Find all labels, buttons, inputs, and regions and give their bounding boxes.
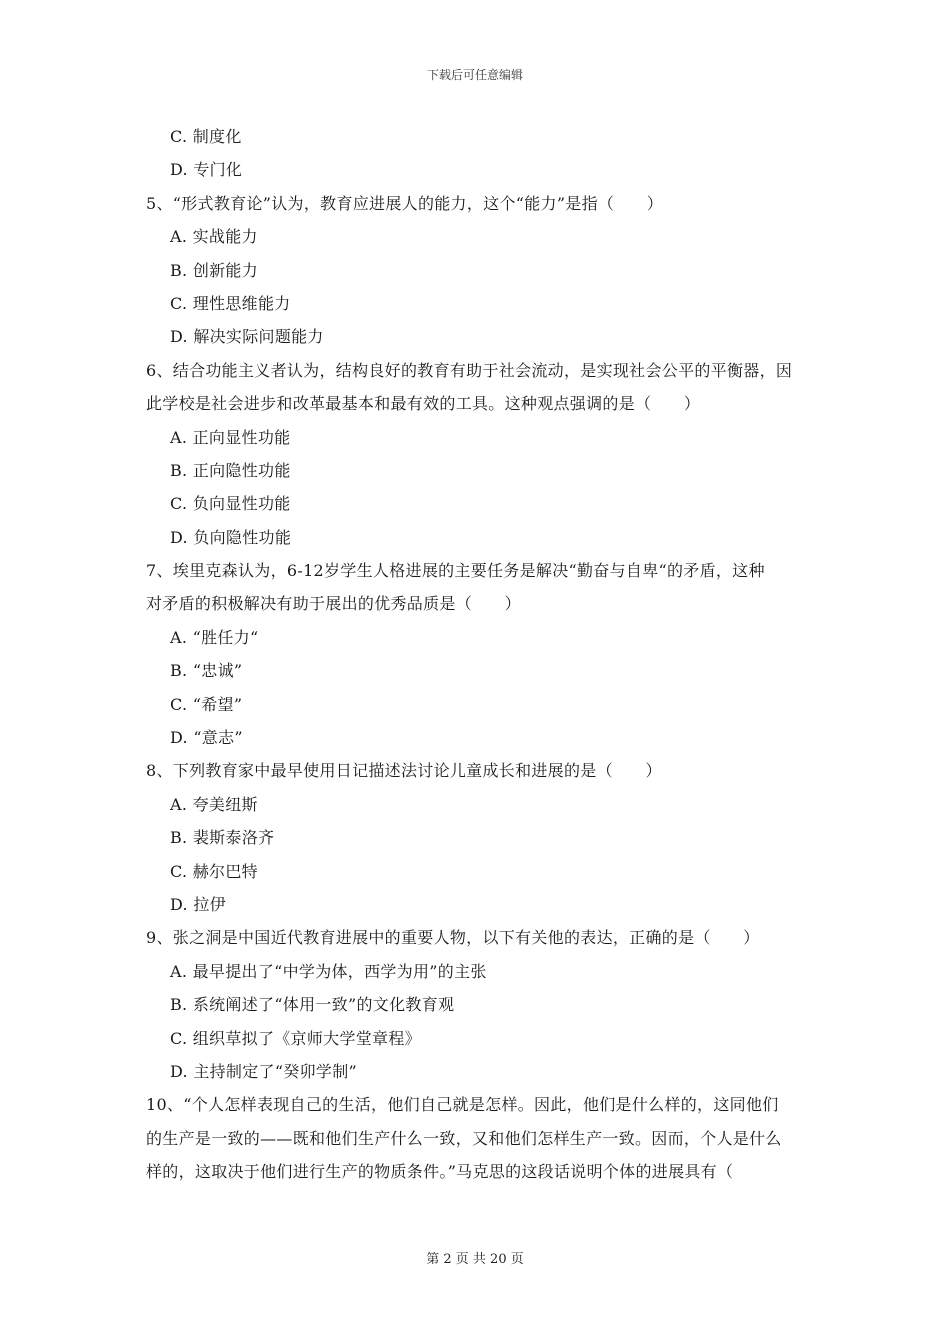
option: D. “意志” <box>170 728 243 748</box>
question-7 <box>146 554 806 754</box>
option: D. 负向隐性功能 <box>170 527 292 547</box>
option: D. 解决实际问题能力 <box>170 327 324 347</box>
option: C. 负向显性功能 <box>170 494 291 514</box>
question-text: 8、下列教育家中最早使用日记描述法讨论儿童成长和进展的是（ ） <box>146 761 662 781</box>
option: D. 拉伊 <box>170 894 226 914</box>
option: A. 实战能力 <box>170 227 258 247</box>
question-text: 对矛盾的积极解决有助于展出的优秀品质是（ ） <box>146 594 521 614</box>
question-6 <box>146 354 806 554</box>
option: A. 最早提出了“中学为体，西学为用”的主张 <box>170 961 487 981</box>
question-text: 6、结合功能主义者认为，结构良好的教育有助于社会流动，是实现社会公平的平衡器，因 <box>146 360 793 380</box>
question-text: 10、“个人怎样表现自己的生活，他们自己就是怎样。因此，他们是什么样的，这同他们 <box>146 1095 779 1115</box>
option: C. 组织草拟了《京师大学堂章程》 <box>170 1028 421 1048</box>
question-text: 9、张之洞是中国近代教育进展中的重要人物，以下有关他的表达，正确的是（ ） <box>146 928 760 948</box>
question-text: 5、“形式教育论”认为，教育应进展人的能力，这个“能力”是指（ ） <box>146 193 664 213</box>
option: B. 正向隐性功能 <box>170 460 291 480</box>
page-footer: 第 2 页 共 20 页 <box>426 1252 524 1267</box>
exam-content <box>146 120 806 1189</box>
option: B. “忠诚” <box>170 661 243 681</box>
option: D. 主持制定了“癸卯学制” <box>170 1061 357 1081</box>
option: D. 专门化 <box>170 160 243 180</box>
question-text: 的生产是一致的——既和他们生产什么一致，又和他们怎样生产一致。因而，个人是什么 <box>146 1128 782 1148</box>
question-text: 此学校是社会进步和改革最基本和最有效的工具。这种观点强调的是（ ） <box>146 394 701 414</box>
option: C. 赫尔巴特 <box>170 861 258 881</box>
question-text: 7、埃里克森认为，6-12岁学生人格进展的主要任务是解决“勤奋与自卑“的矛盾，这种 <box>146 561 765 581</box>
question-9 <box>146 921 806 1088</box>
option: C. 理性思维能力 <box>170 293 291 313</box>
option: B. 裴斯泰洛齐 <box>170 828 275 848</box>
option: B. 系统阐述了“体用一致”的文化教育观 <box>170 995 455 1015</box>
question-5 <box>146 187 806 354</box>
option: A. “胜任力“ <box>170 627 259 647</box>
option: B. 创新能力 <box>170 260 259 280</box>
page-header: 下载后可任意编辑 <box>426 68 523 82</box>
question-8 <box>146 754 806 921</box>
question-10 <box>146 1088 806 1188</box>
option: C. 制度化 <box>170 127 242 146</box>
question-text: 样的，这取决于他们进行生产的物质条件。”马克思的这段话说明个体的进展具有（ <box>146 1162 734 1182</box>
option: C. “希望” <box>170 694 243 714</box>
option: A. 正向显性功能 <box>170 427 291 447</box>
option: A. 夸美纽斯 <box>170 794 258 814</box>
